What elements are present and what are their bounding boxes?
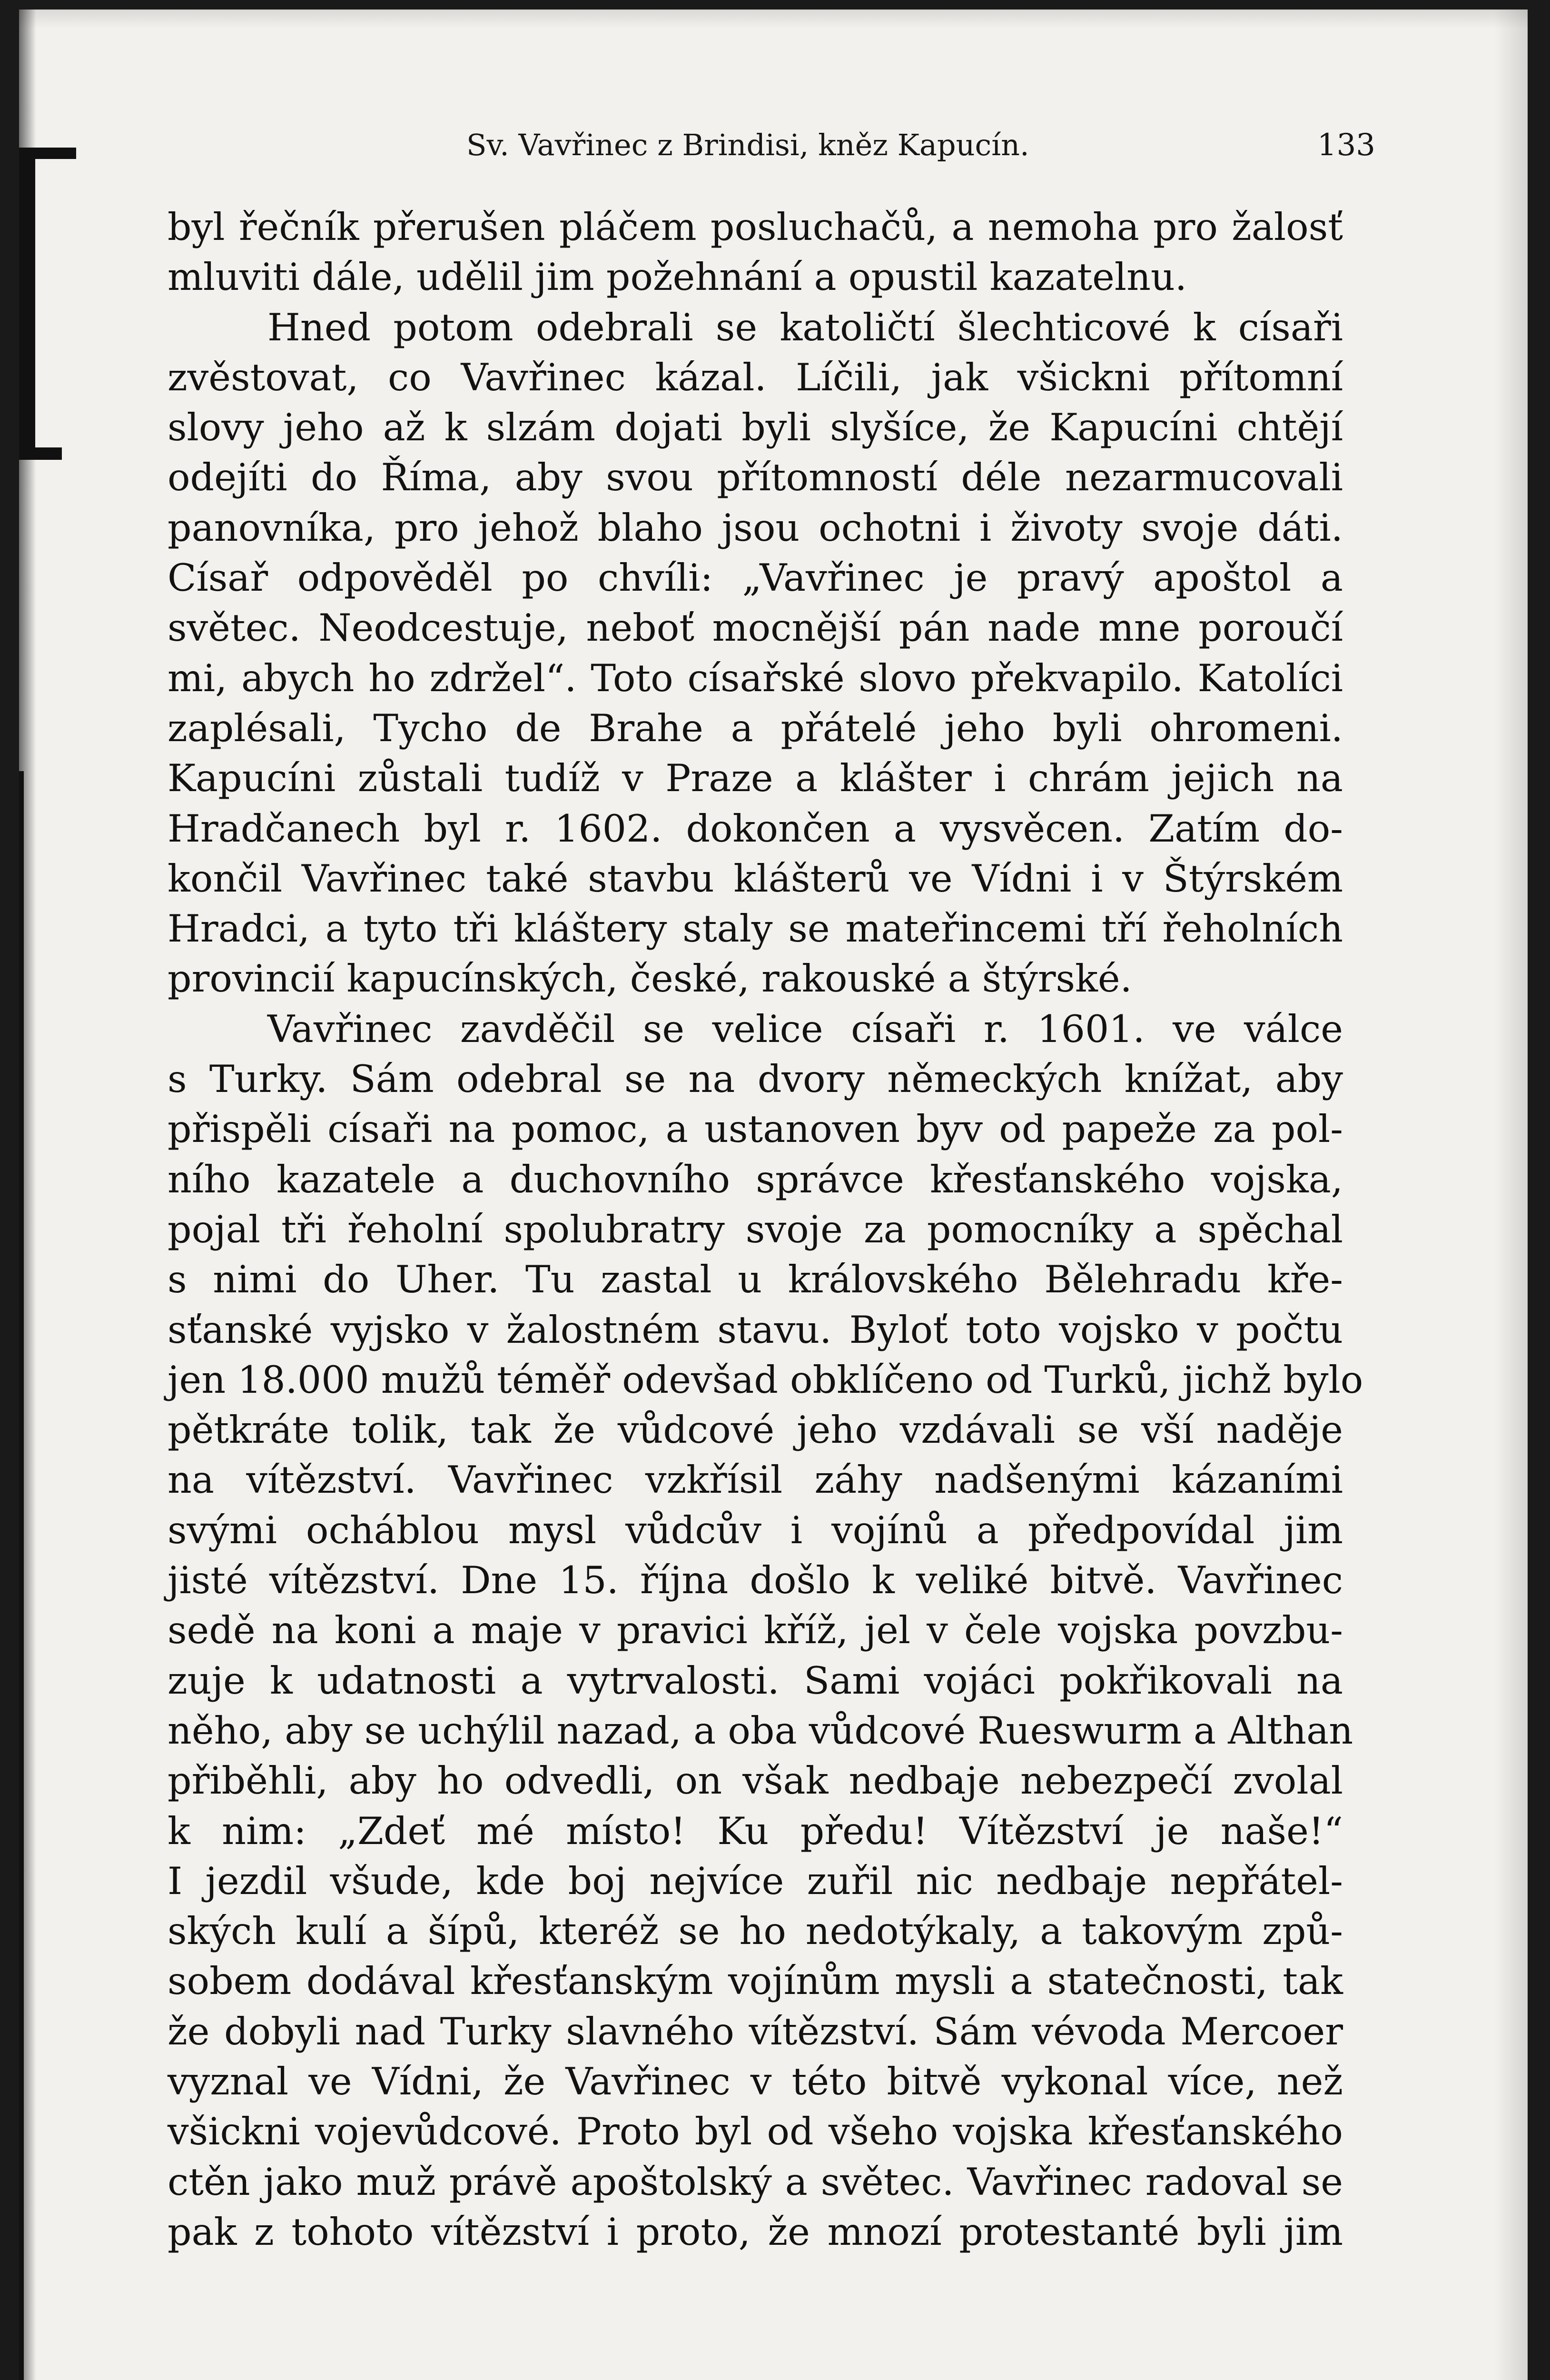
text-line: jen 18.000 mužů téměř odevšad obklíčeno od Turků, jichž bylo bbox=[168, 1358, 1363, 1402]
text-line: že dobyli nad Turky slavného vítězství. Sám vévoda Mercoer bbox=[168, 2009, 1343, 2053]
text-line: s Turky. Sám odebral se na dvory německých knížat, aby bbox=[168, 1057, 1343, 1101]
running-title: Sv. Vavřinec z Brindisi, kněz Kapucín. bbox=[466, 128, 1029, 162]
running-head bbox=[181, 119, 1375, 171]
text-line: na vítězství. Vavřinec vzkřísil záhy nadšenými kázaními bbox=[168, 1458, 1343, 1502]
body-text bbox=[168, 202, 1363, 2257]
text-line: pojal tři řeholní spolubratry svoje za pomocníky a spěchal bbox=[168, 1207, 1343, 1251]
text-line: ctěn jako muž právě apoštolský a světec. Vavřinec radoval se bbox=[168, 2160, 1343, 2204]
binding-mark bbox=[19, 771, 24, 2380]
page-number: 133 bbox=[1317, 128, 1375, 163]
text-line: zvěstovat, co Vavřinec kázal. Líčili, jak všickni přítomní bbox=[168, 355, 1343, 399]
text-line: provincií kapucínských, české, rakouské a štýrské. bbox=[168, 957, 1132, 1001]
page-top-shadow bbox=[19, 10, 1528, 29]
text-line: zuje k udatnosti a vytrvalosti. Sami vojáci pokřikovali na bbox=[168, 1658, 1343, 1703]
text-line: slovy jeho až k slzám dojati byli slyšíce, že Kapucíni chtějí bbox=[168, 406, 1343, 450]
text-line: sedě na koni a maje v pravici kříž, jel v čele vojska povzbu- bbox=[168, 1608, 1343, 1653]
text-line: Vavřinec zavděčil se velice císaři r. 1601. ve válce bbox=[267, 1007, 1343, 1051]
text-line: Kapucíni zůstali tudíž v Praze a klášter i chrám jejich na bbox=[168, 756, 1343, 801]
text-line: sťanské vyjsko v žalostném stavu. Byloť toto vojsko v počtu bbox=[168, 1308, 1343, 1352]
text-line: panovníka, pro jehož blaho jsou ochotni i životy svoje dáti. bbox=[168, 506, 1343, 550]
text-line: něho, aby se uchýlil nazad, a oba vůdcové Rueswurm a Althan bbox=[168, 1708, 1353, 1753]
text-line: jisté vítězství. Dne 15. října došlo k veliké bitvě. Vavřinec bbox=[168, 1558, 1343, 1603]
text-line: mi, abych ho zdržel“. Toto císařské slovo překvapilo. Katolíci bbox=[168, 656, 1343, 700]
text-line: Hradčanech byl r. 1602. dokončen a vysvěcen. Zatím do- bbox=[168, 806, 1343, 851]
text-line: byl řečník přerušen pláčem posluchačů, a nemoha pro žalosť bbox=[168, 205, 1343, 249]
text-line: zaplésali, Tycho de Brahe a přátelé jeho byli ohromeni. bbox=[168, 706, 1343, 750]
text-line: pak z tohoto vítězství i proto, že mnozí protestanté byli jim bbox=[168, 2210, 1343, 2254]
text-line: Hradci, a tyto tři kláštery staly se mateřincemi tří řeholních bbox=[168, 907, 1343, 951]
text-line: všickni vojevůdcové. Proto byl od všeho vojska křesťanského bbox=[168, 2110, 1343, 2154]
binding-mark bbox=[19, 152, 35, 457]
text-line: končil Vavřinec také stavbu klášterů ve Vídni i v Štýrském bbox=[168, 856, 1343, 901]
text-line: sobem dodával křesťanským vojínům mysli a statečnosti, tak bbox=[168, 1959, 1343, 2003]
text-line: vyznal ve Vídni, že Vavřinec v této bitvě vykonal více, než bbox=[168, 2059, 1343, 2103]
text-line: ního kazatele a duchovního správce křesťanského vojska, bbox=[168, 1157, 1343, 1201]
text-line: přiběhli, aby ho odvedli, on však nedbaje nebezpečí zvolal bbox=[168, 1759, 1343, 1803]
text-line: odejíti do Říma, aby svou přítomností déle nezarmucovali bbox=[168, 456, 1343, 500]
binding-mark bbox=[19, 447, 62, 460]
text-line: I jezdil všude, kde boj nejvíce zuřil nic nedbaje nepřátel- bbox=[168, 1859, 1343, 1903]
text-line: ských kulí a šípů, kteréž se ho nedotýkaly, a takovým způ- bbox=[168, 1909, 1343, 1954]
text-line: přispěli císaři na pomoc, a ustanoven byv od papeže za pol- bbox=[168, 1107, 1343, 1151]
text-line: mluviti dále, udělil jim požehnání a opustil kazatelnu. bbox=[168, 255, 1187, 299]
text-line: k nim: „Zdeť mé místo! Ku předu! Vítězství je naše!“ bbox=[168, 1809, 1343, 1853]
page-edge-shadow bbox=[1494, 10, 1528, 2380]
text-line: s nimi do Uher. Tu zastal u královského Bělehradu kře- bbox=[168, 1258, 1343, 1302]
text-line: Hned potom odebrali se katoličtí šlechticové k císaři bbox=[267, 305, 1343, 349]
text-line: Císař odpověděl po chvíli: „Vavřinec je pravý apoštol a bbox=[168, 556, 1343, 600]
book-page bbox=[19, 10, 1528, 2380]
text-line: světec. Neodcestuje, neboť mocnější pán nade mne poroučí bbox=[168, 606, 1343, 650]
text-line: pětkráte tolik, tak že vůdcové jeho vzdávali se vší naděje bbox=[168, 1408, 1343, 1452]
text-line: svými ocháblou mysl vůdcův i vojínů a předpovídal jim bbox=[168, 1508, 1343, 1552]
